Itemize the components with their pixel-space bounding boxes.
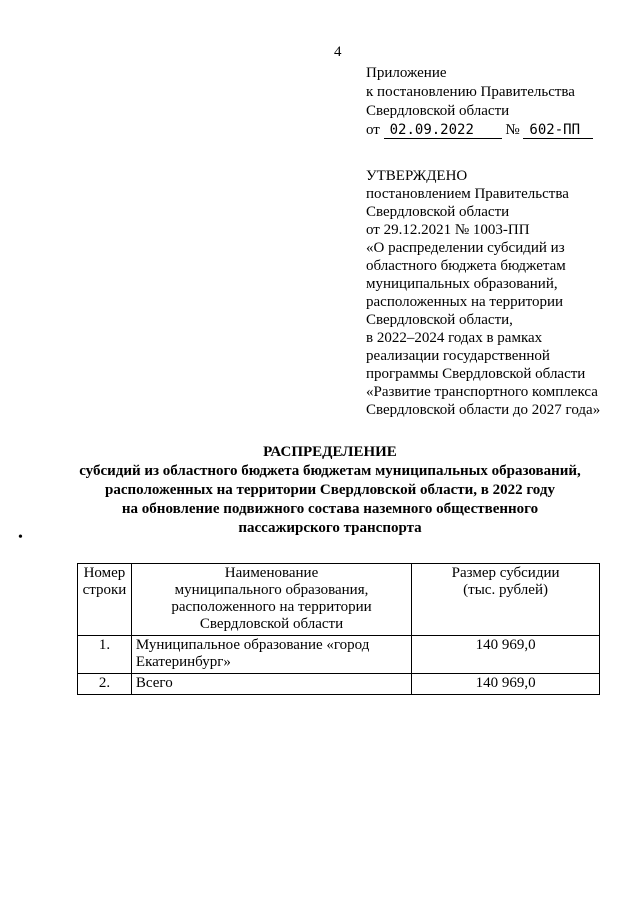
approved-line: «О распределении субсидий из [366,240,565,256]
approved-line: расположенных на территории [366,294,564,310]
approved-line: «Развитие транспортного комплекса [366,384,598,400]
header-municipality-name [131,564,411,636]
header-subsidy-amount [412,564,600,636]
approved-line: Свердловской области, [366,312,513,328]
approved-line: Свердловской области до 2027 года» [366,402,601,418]
appendix-line: Приложение [366,65,447,81]
header-line: (тыс. рублей) [463,582,548,598]
appendix-block [366,64,593,140]
approved-line: областного бюджета бюджетам [366,258,566,274]
municipality-name [131,674,411,695]
approved-line: Свердловской области [366,204,510,220]
table-row [78,674,600,695]
resolution-number: 602-ПП [523,123,593,139]
header-line: расположенного на территории [171,599,372,615]
header-line: муниципального образования, [174,582,369,598]
date-prefix: от [366,122,380,138]
row-number: 1. [78,636,132,674]
distribution-table [77,563,600,695]
page-number: 4 [334,44,342,60]
table-row [78,636,600,674]
header-row-number [78,564,132,636]
title-heading: РАСПРЕДЕЛЕНИЕ [263,444,397,460]
header-line: Номер [83,565,126,581]
approved-line: в 2022–2024 годах в рамках [366,330,543,346]
number-sign: № [505,122,520,138]
row-number: 2. [78,674,132,695]
name-line: Екатеринбург» [135,654,231,670]
appendix-line: Свердловской области [366,103,510,119]
subsidy-amount: 140 969,0 [412,636,600,674]
municipality-name [131,636,411,674]
header-line: строки [82,582,127,598]
header-line: Размер субсидии [451,565,560,581]
table-header-row [78,564,600,636]
approved-block [366,167,600,419]
document-title [60,443,600,538]
approved-line: от 29.12.2021 № 1003-ПП [366,222,530,238]
subsidy-amount: 140 969,0 [412,674,600,695]
title-line: субсидий из областного бюджета бюджетам муниципальных образований, [79,463,581,479]
header-line: Свердловской области [199,616,344,632]
header-line: Наименование [224,565,319,581]
approved-line: программы Свердловской области [366,366,586,382]
stray-mark: • [18,530,23,545]
approved-line: постановлением Правительства [366,186,569,202]
title-line: на обновление подвижного состава наземного общественного [121,501,539,517]
appendix-date-line [366,121,593,140]
name-line: Муниципальное образование «город [135,637,370,653]
title-line: расположенных на территории Свердловской области, в 2022 году [105,482,555,498]
title-line: пассажирского транспорта [238,520,422,536]
date-value: 02.09.2022 [384,123,502,139]
name-line: Всего [135,675,173,691]
appendix-line: к постановлению Правительства [366,84,575,100]
approved-line: муниципальных образований, [366,276,558,292]
approved-line: реализации государственной [366,348,550,364]
approved-line: УТВЕРЖДЕНО [366,168,468,184]
